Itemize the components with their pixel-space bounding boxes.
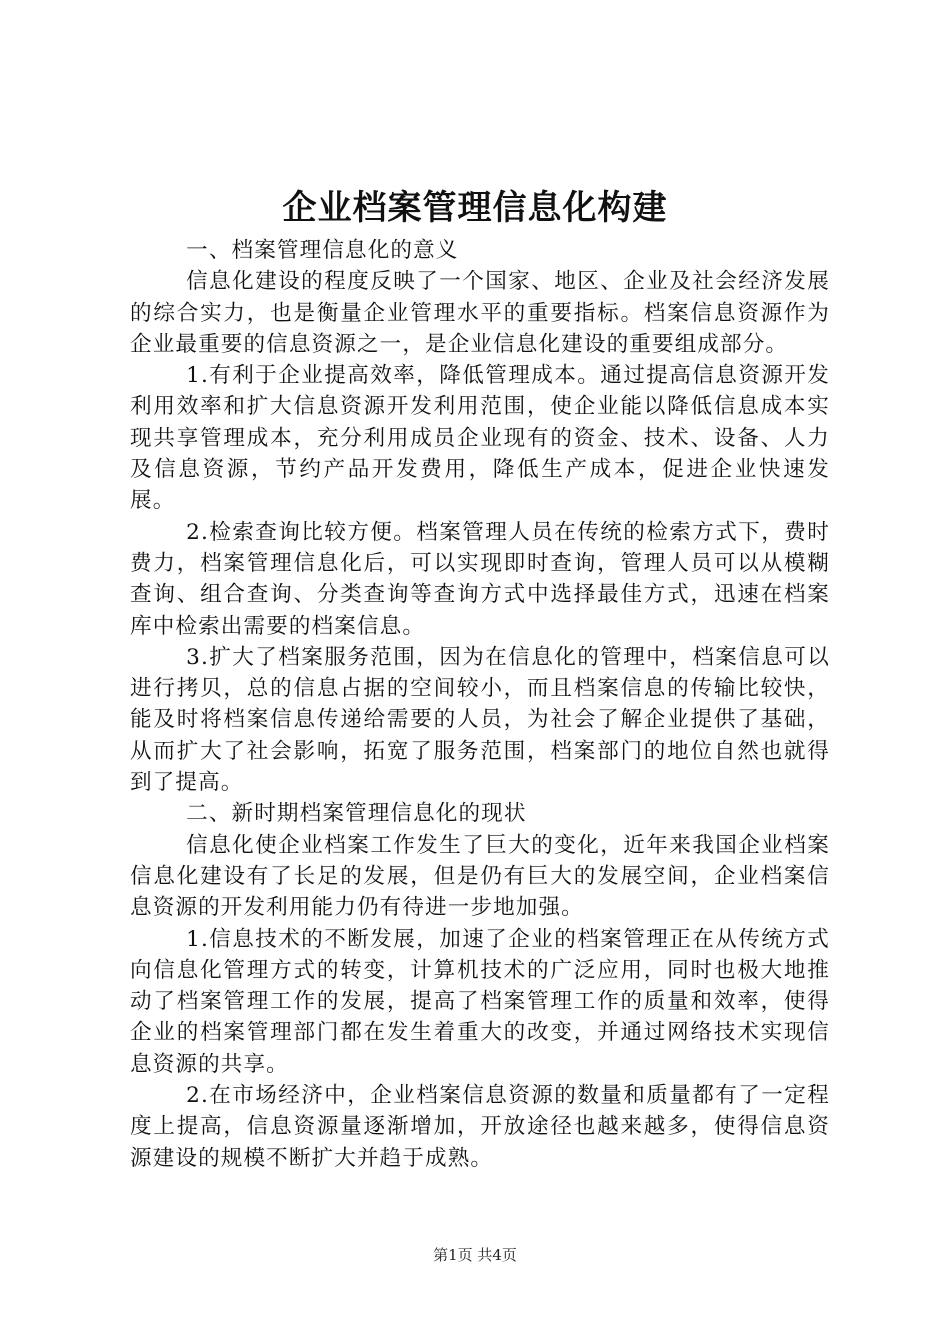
document-body: [130, 235, 830, 1174]
body-paragraph: 信息化使企业档案工作发生了巨大的变化，近年来我国企业档案信息化建设有了长足的发展，但是仍有巨大的发展空间，企业档案信息资源的开发利用能力仍有待进一步地加强。: [130, 832, 830, 921]
body-paragraph: 1.信息技术的不断发展，加速了企业的档案管理正在从传统方式向信息化管理方式的转变，计算机技术的广泛应用，同时也极大地推动了档案管理工作的发展，提高了档案管理工作的质量和效率，使得企业的档案管理部门都在发生着重大的改变，并通过网络技术实现信息资源的共享。: [130, 926, 830, 1077]
section-heading-1: 一、档案管理信息化的意义: [186, 238, 459, 263]
page-footer: 第1页 共4页: [433, 1246, 517, 1264]
body-paragraph: 3.扩大了档案服务范围，因为在信息化的管理中，档案信息可以进行拷贝，总的信息占据的空间较小，而且档案信息的传输比较快，能及时将档案信息传递给需要的人员，为社会了解企业提供了基础，从而扩大了社会影响，拓宽了服务范围，档案部门的地位自然也就得到了提高。: [130, 644, 830, 796]
body-paragraph: 2.在市场经济中，企业档案信息资源的数量和质量都有了一定程度上提高，信息资源量逐渐增加，开放途径也越来越多，使得信息资源建设的规模不断扩大并趋于成熟。: [130, 1083, 830, 1171]
body-paragraph: 2.检索查询比较方便。档案管理人员在传统的检索方式下，费时费力，档案管理信息化后，可以实现即时查询，管理人员可以从模糊查询、组合查询、分类查询等查询方式中选择最佳方式，迅速在档案库中检索出需要的档案信息。: [130, 519, 830, 639]
body-paragraph: 1.有利于企业提高效率，降低管理成本。通过提高信息资源开发利用效率和扩大信息资源开发利用范围，使企业能以降低信息成本实现共享管理成本，充分利用成员企业现有的资金、技术、设备、人力及信息资源，节约产品开发费用，降低生产成本，促进企业快速发展。: [130, 363, 830, 514]
document-title: 企业档案管理信息化构建: [282, 188, 668, 228]
section-heading-2: 二、新时期档案管理信息化的现状: [186, 801, 527, 827]
body-paragraph: 信息化建设的程度反映了一个国家、地区、企业及社会经济发展的综合实力，也是衡量企业管理水平的重要指标。档案信息资源作为企业最重要的信息资源之一，是企业信息化建设的重要组成部分。: [130, 269, 830, 357]
